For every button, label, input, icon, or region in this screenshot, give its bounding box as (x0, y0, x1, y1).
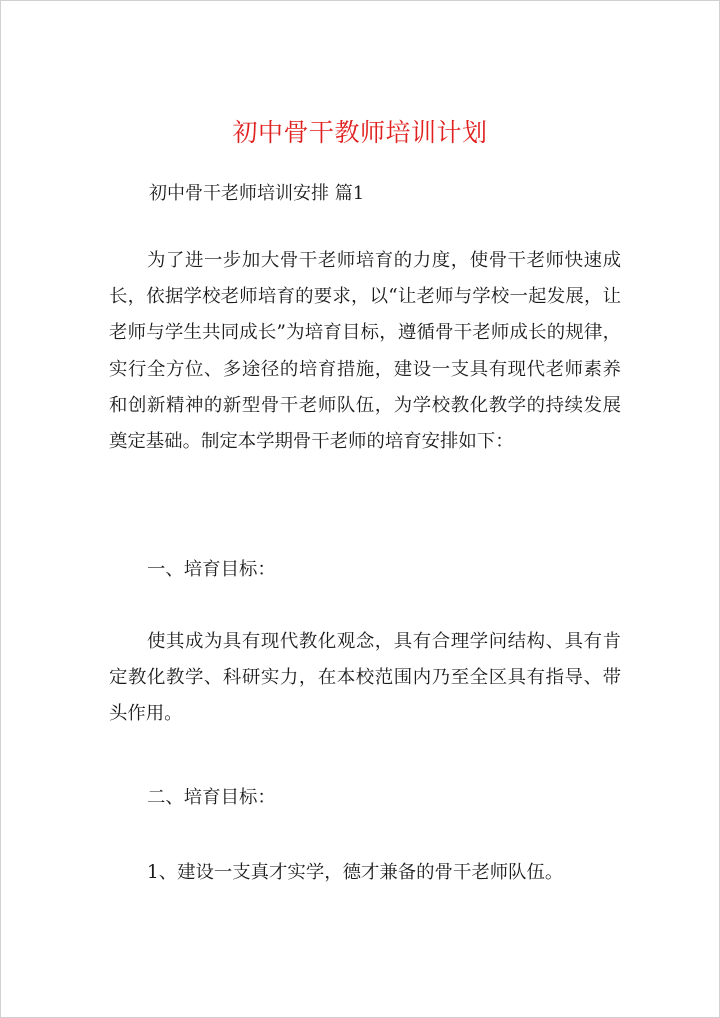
intro-paragraph: 为了进一步加大骨干老师培育的力度，使骨干老师快速成长，依据学校老师培育的要求，以“让老师与学校一起发展，让老师与学生共同成长”为培育目标，遵循骨干老师成长的规律，实行全方位、多途径的培育措施，建设一支具有现代老师素养和创新精神的新型骨干老师队伍，为学校教化教学的持续发展奠定基础。制定本学期骨干老师的培育安排如下： (109, 250, 621, 453)
section2-list-item: 1、建设一支真才实学，德才兼备的骨干老师队伍。 (147, 862, 564, 883)
document-subtitle: 初中骨干老师培训安排 篇1 (149, 183, 365, 204)
section2-heading: 二、培育目标： (147, 787, 276, 808)
section1-paragraph: 使其成为具有现代教化观念，具有合理学问结构、具有肯定教化教学、科研实力，在本校范围内乃至全区具有指导、带头作用。 (109, 631, 621, 725)
document-title: 初中骨干教师培训计划 (232, 118, 488, 147)
section1-heading: 一、培育目标： (147, 559, 276, 580)
